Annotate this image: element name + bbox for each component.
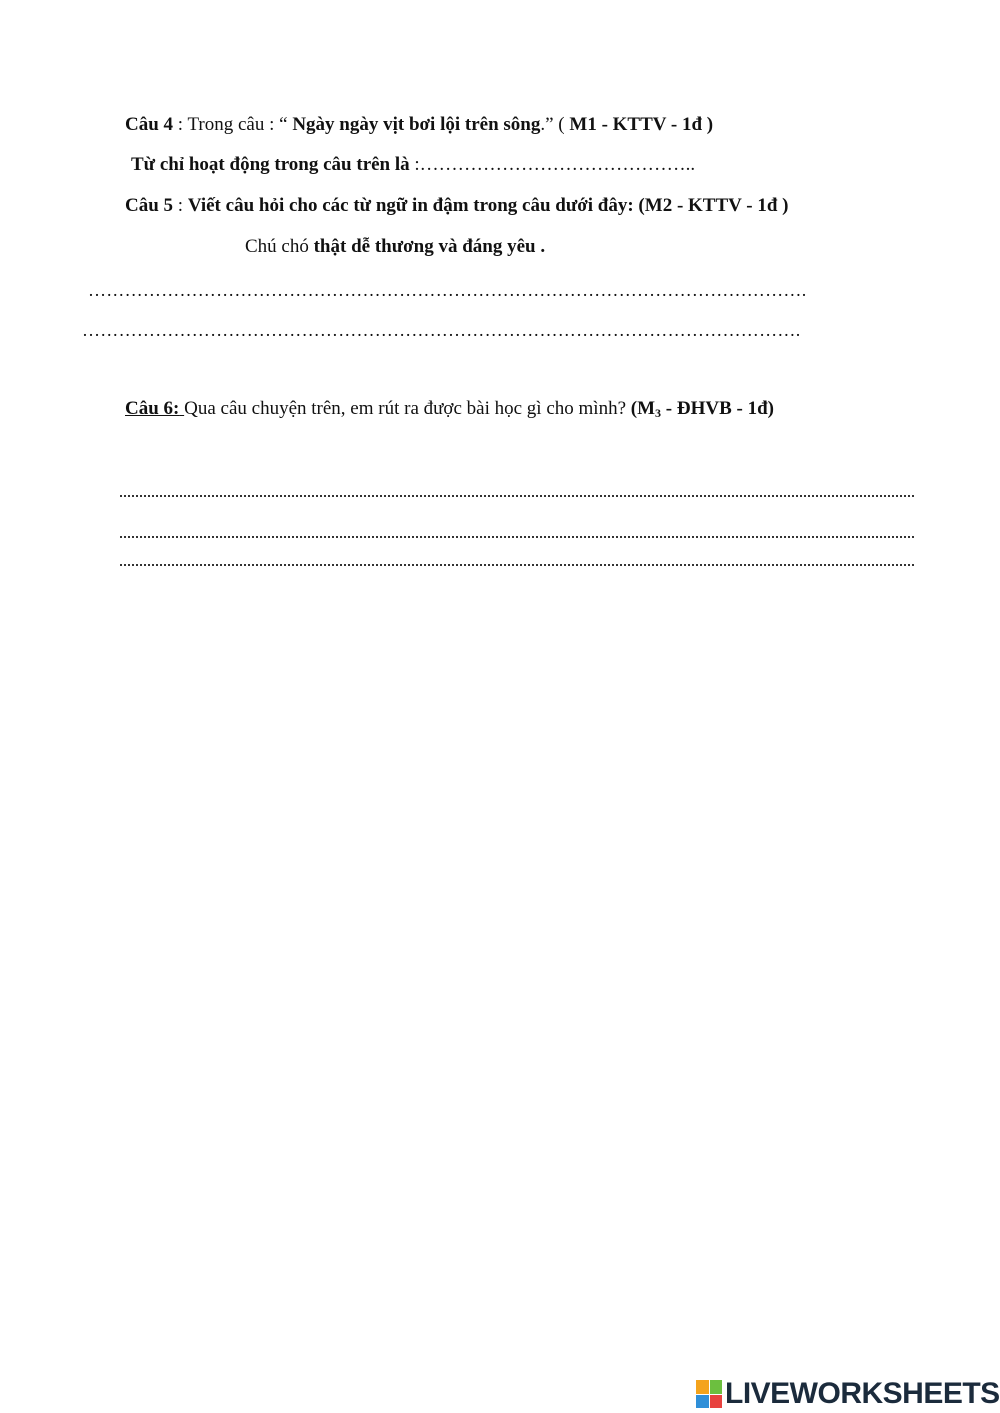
question-4-intro: Trong câu : “	[187, 114, 293, 135]
question-4-prompt-line	[131, 153, 695, 177]
question-6-level-subscript: 3	[655, 406, 662, 420]
question-5-separator: :	[173, 195, 188, 216]
question-4-line	[125, 113, 713, 137]
question-5-answer-line-2[interactable]: ……………………………………………………………………………………………………….	[82, 320, 801, 340]
question-6-label: Câu 6:	[125, 398, 180, 419]
question-6-level-prefix: (M	[630, 398, 656, 419]
question-6-text: Qua câu chuyện trên, em rút ra được bài học gì cho mình?	[184, 398, 631, 419]
question-6-answer-line-3[interactable]	[120, 561, 914, 566]
liveworksheets-wordmark: LIVEWORKSHEETS	[725, 1377, 1000, 1410]
question-4-close: .” (	[540, 114, 570, 135]
question-6-answer-line-2[interactable]	[120, 533, 914, 538]
question-6-level-suffix: - ĐHVB - 1đ)	[661, 398, 774, 419]
question-5-answer-line-1[interactable]: ……………………………………………………………………………………………………….	[88, 280, 807, 300]
question-4-label: Câu 4	[125, 114, 174, 135]
question-4-level: M1 - KTTV - 1đ )	[569, 114, 714, 135]
question-5-label: Câu 5	[125, 195, 174, 216]
question-4-answer-dots[interactable]: :……………………………………..	[414, 154, 696, 175]
question-4-prompt: Từ chỉ hoạt động trong câu trên là	[131, 154, 415, 175]
question-5-example-plain: Chú chó	[245, 236, 314, 257]
question-4-sentence: Ngày ngày vịt bơi lội trên sông	[292, 114, 541, 135]
liveworksheets-logo-icon	[696, 1380, 722, 1408]
question-6-line	[125, 397, 774, 425]
question-5-example-bold: thật dễ thương và đáng yêu .	[313, 236, 546, 257]
liveworksheets-brand	[696, 1377, 1000, 1411]
question-6-answer-line-1[interactable]	[120, 492, 914, 497]
question-5-example	[245, 235, 545, 259]
question-4-separator: :	[173, 114, 188, 135]
question-5-line	[125, 194, 789, 218]
question-5-task: Viết câu hỏi cho các từ ngữ in đậm trong câu dưới đây: (M2 - KTTV - 1đ )	[187, 195, 789, 216]
